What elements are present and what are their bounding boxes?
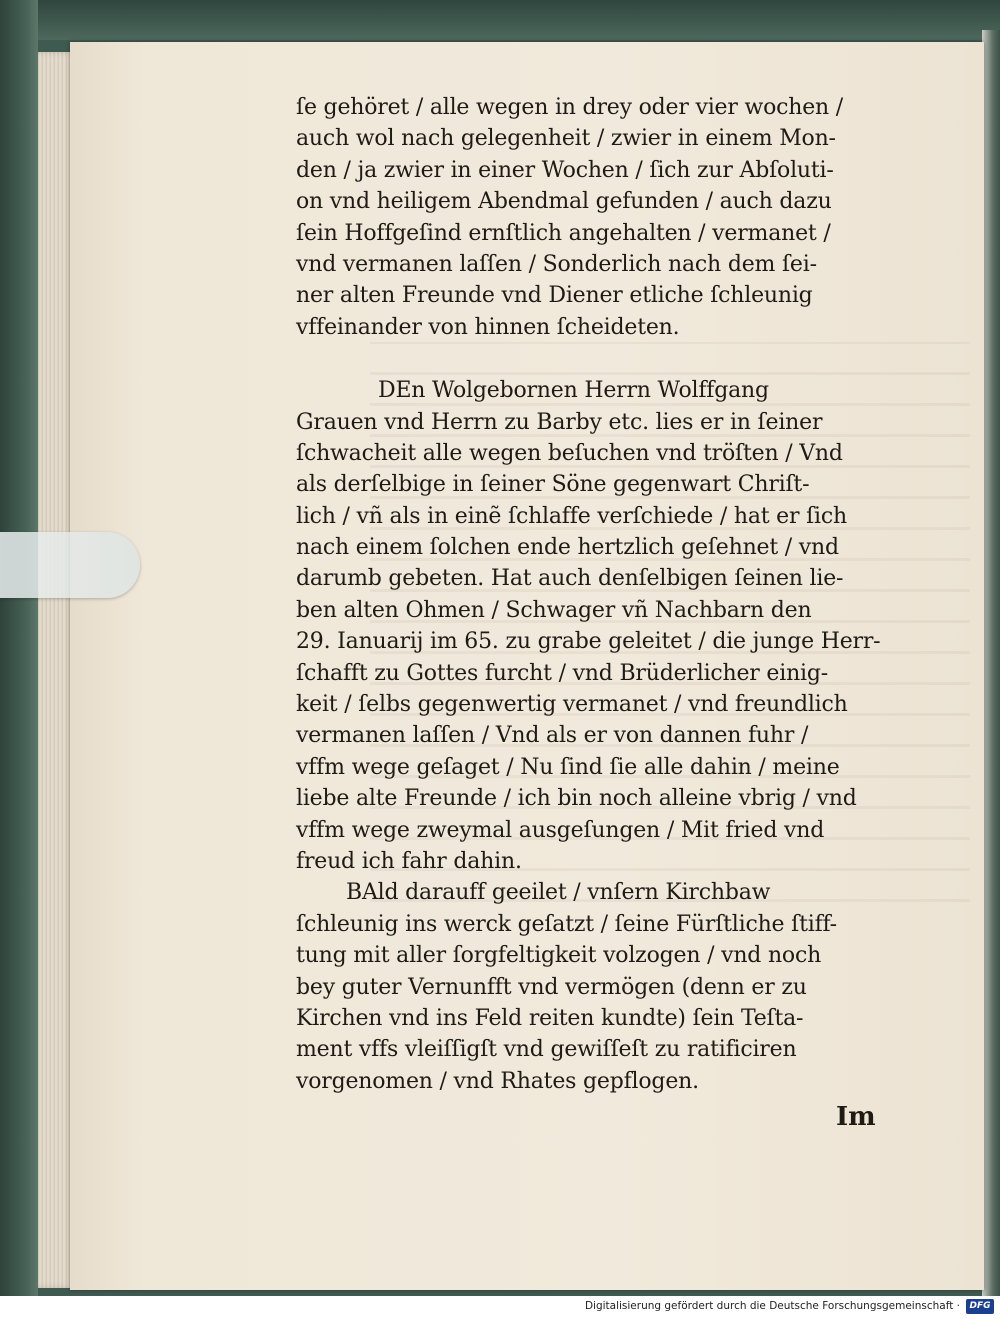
text-line: 29. Ianuarij im 65. zu grabe geleitet / die junge Herr- (296, 629, 881, 655)
text-line: darumb gebeten. Hat auch denſelbigen ſeinen lie- (296, 566, 844, 592)
book-cover-left-edge (0, 0, 38, 1296)
text-line: auch wol nach gelegenheit / zwier in einem Mon- (296, 126, 836, 152)
text-line: ſe gehöret / alle wegen in drey oder vier wochen / (296, 95, 844, 120)
text-line: Grauen vnd Herrn zu Barby etc. lies er in ſeiner (296, 409, 823, 435)
page-text (296, 92, 896, 1097)
text-line: lich / vñ als in einẽ ſchlaffe verſchiede / hat er ſich (296, 503, 847, 529)
text-line: on vnd heiligem Abendmal gefunden / auch dazu (296, 189, 832, 215)
text-line: ſchwacheit alle wegen beſuchen vnd tröſten / Vnd (296, 440, 843, 466)
text-line: DEn Wolgebornen Herrn Wolffgang (378, 378, 769, 404)
paragraph-2 (296, 375, 896, 877)
text-line: vffeinander von hinnen ſcheideten. (296, 314, 680, 340)
dfg-logo[interactable]: DFG (966, 1299, 994, 1314)
paragraph-1 (296, 92, 896, 343)
text-line: tung mit aller ſorgfeltigkeit volzogen / vnd noch (296, 943, 822, 969)
page-stack-edges (38, 52, 74, 1288)
text-line: ben alten Ohmen / Schwager vñ Nachbarn den (296, 597, 812, 623)
text-line: BAld darauff geeilet / vnſern Kirchbaw (346, 880, 771, 906)
book-cover-right-edge (982, 30, 1000, 1296)
text-line: ner alten Freunde vnd Diener etliche ſchleunig (296, 283, 813, 309)
text-line: keit / ſelbs gegenwertig vermanet / vnd freundlich (296, 692, 848, 718)
catchword: Im (836, 1102, 876, 1132)
text-line: nach einem ſolchen ende hertzlich geſehnet / vnd (296, 535, 839, 561)
credit-footer (0, 1296, 1000, 1319)
text-line: bey guter Vernunfft vnd vermögen (denn er zu (296, 974, 807, 1000)
text-line: vermanen laſſen / Vnd als er von dannen fuhr / (296, 723, 809, 749)
text-line: vorgenomen / vnd Rhates gepflogen. (296, 1068, 699, 1094)
text-line: als derſelbige in ſeiner Söne gegenwart Chriſt- (296, 472, 810, 498)
text-line: vffm wege geſaget / Nu ſind ſie alle dahin / meine (296, 754, 840, 780)
text-line: liebe alte Freunde / ich bin noch alleine vbrig / vnd (296, 786, 857, 812)
text-line: den / ja zwier in einer Wochen / ſich zur Abſoluti- (296, 157, 834, 183)
paragraph-3 (296, 877, 896, 1097)
paragraph-spacing (296, 343, 896, 375)
book-cover-top-edge (0, 0, 1000, 40)
text-line: ſein Hoffgeſind ernſtlich angehalten / vermanet / (296, 220, 831, 246)
text-line: vffm wege zweymal ausgeſungen / Mit fried vnd (296, 817, 825, 843)
text-line: Kirchen vnd ins Feld reiten kundte) ſein Teſta- (296, 1005, 804, 1031)
text-line: vnd vermanen laſſen / Sonderlich nach dem ſei- (296, 251, 817, 277)
page-clip (0, 532, 140, 598)
text-line: freud ich fahr dahin. (296, 848, 522, 874)
funding-credit: Digitalisierung gefördert durch die Deutsche Forschungsgemeinschaft · (584, 1300, 960, 1312)
text-line: ſchleunig ins werck geſatzt / ſeine Fürſtliche ſtiff- (296, 911, 837, 937)
text-line: ſchafft zu Gottes furcht / vnd Brüderlicher einig- (296, 660, 828, 686)
text-line: ment vffs vleiſſigſt vnd gewiſſeſt zu ratificiren (296, 1037, 797, 1063)
